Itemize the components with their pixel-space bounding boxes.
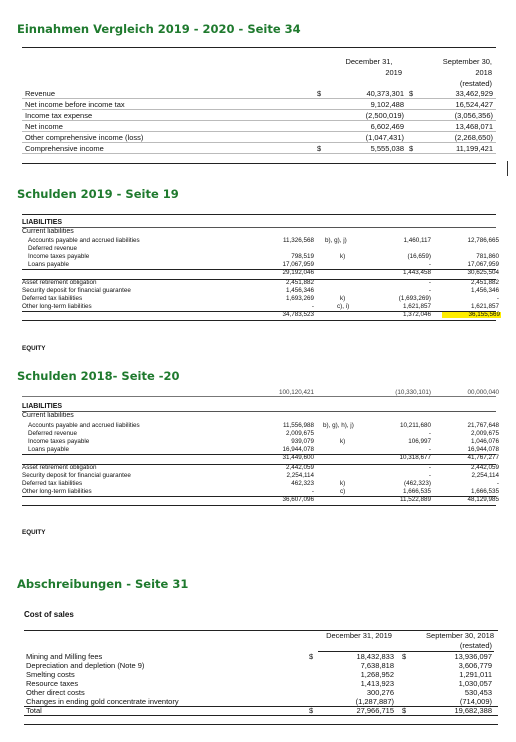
value-2018: 13,468,071 <box>455 122 493 131</box>
row-divider <box>24 706 498 707</box>
value-2018: 16,524,427 <box>455 100 493 109</box>
value-restated: 41,767,277 <box>467 454 499 461</box>
row-label: Income taxes payable <box>28 253 90 260</box>
header-restated: (restated) <box>459 641 492 650</box>
liabilities-heading: LIABILITIES <box>22 403 63 410</box>
cut-off-value: 100,120,421 <box>278 389 314 396</box>
row-divider <box>22 131 496 132</box>
row-label: Asset retirement obligation <box>22 464 97 471</box>
value-2018: (2,268,650) <box>454 133 493 142</box>
value-2019: (2,500,019) <box>365 111 404 120</box>
header-sep-2018-line3: (restated) <box>459 79 492 88</box>
section-title-liabilities-2018: Schulden 2018- Seite -20 <box>17 369 180 383</box>
note-ref: c) <box>340 488 346 495</box>
value-restated: - <box>496 480 499 487</box>
row-label: Security deposit for financial guarantee <box>22 472 131 479</box>
row-label: Comprehensive income <box>25 144 104 153</box>
table-bottom-rule <box>22 163 496 164</box>
header-sep-2018-line1: September 30, <box>442 57 492 66</box>
value-restated-highlighted: 36,155,569 <box>442 312 501 318</box>
value-adjustment: - <box>428 446 431 453</box>
row-divider <box>22 153 496 154</box>
value-adjustment: 1,621,857 <box>402 303 431 310</box>
value-as-reported: 2,451,882 <box>285 279 314 286</box>
row-divider <box>22 142 496 143</box>
value-adjustment: 10,211,680 <box>399 422 431 429</box>
equity-heading: EQUITY <box>22 345 46 352</box>
value-adjustment: - <box>428 430 431 437</box>
liabilities-heading: LIABILITIES <box>22 219 63 226</box>
value-2018: 530,453 <box>464 688 492 697</box>
value-restated: 781,860 <box>476 253 499 260</box>
section-title-liabilities-2019: Schulden 2019 - Seite 19 <box>17 187 179 201</box>
row-divider <box>22 411 496 412</box>
value-restated: 12,786,665 <box>467 237 499 244</box>
value-restated: 1,666,535 <box>470 488 499 495</box>
currency-symbol: $ <box>409 144 414 153</box>
value-adjustment: 1,372,046 <box>402 311 431 318</box>
table-top-rule <box>24 630 498 631</box>
value-adjustment: 106,997 <box>408 438 431 445</box>
currency-symbol: $ <box>402 652 407 661</box>
row-label: Net income before income tax <box>25 100 125 109</box>
row-label: Revenue <box>25 89 56 98</box>
row-label: Changes in ending gold concentrate inventory <box>26 697 179 706</box>
note-ref: k) <box>340 438 346 445</box>
value-as-reported: 11,326,568 <box>282 237 314 244</box>
row-label: Resource taxes <box>26 679 79 688</box>
note-ref: b), g), h), j) <box>323 422 354 429</box>
value-2019: 9,102,488 <box>370 100 404 109</box>
row-divider <box>22 227 496 228</box>
note-ref: b), g), j) <box>325 237 347 244</box>
value-as-reported: 34,783,523 <box>282 311 314 318</box>
value-2019: 6,602,469 <box>370 122 404 131</box>
value-as-reported: 29,192,046 <box>282 269 314 276</box>
section-title-depreciation: Abschreibungen - Seite 31 <box>17 577 189 591</box>
value-2018: (3,056,356) <box>454 111 493 120</box>
value-adjustment: (1,693,269) <box>398 295 431 302</box>
row-label: Deferred revenue <box>28 430 78 437</box>
row-label: Accounts payable and accrued liabilities <box>28 237 140 244</box>
note-ref: c), i) <box>337 303 350 310</box>
value-as-reported: 462,323 <box>291 480 314 487</box>
currency-symbol: $ <box>309 706 314 715</box>
value-as-reported: 939,079 <box>291 438 314 445</box>
table-top-rule <box>22 396 496 397</box>
row-label: Loans payable <box>28 261 69 268</box>
value-restated: 21,767,648 <box>467 422 499 429</box>
table-top-rule <box>22 214 496 215</box>
row-label: Income taxes payable <box>28 438 90 445</box>
row-label: Accounts payable and accrued liabilities <box>28 422 140 429</box>
header-dec-2019: December 31, 2019 <box>326 631 392 640</box>
header-sep-2018: September 30, 2018 <box>426 631 494 640</box>
value-adjustment: 1,460,117 <box>403 237 431 244</box>
row-divider <box>22 109 496 110</box>
currency-symbol: $ <box>317 89 322 98</box>
value-2019: (1,047,431) <box>365 133 404 142</box>
cost-of-sales-heading: Cost of sales <box>24 610 74 619</box>
subtotal-rule <box>24 715 498 716</box>
row-label: Asset retirement obligation <box>22 279 97 286</box>
currency-symbol: $ <box>309 652 314 661</box>
value-adjustment: 11,522,889 <box>399 496 431 503</box>
value-2018: 1,030,057 <box>458 679 492 688</box>
value-adjustment: 10,318,677 <box>399 454 431 461</box>
subtotal-rule <box>22 279 496 280</box>
value-2019: (1,287,887) <box>355 697 394 706</box>
row-label: Deferred tax liabilities <box>22 295 83 302</box>
value-2018: 11,199,421 <box>456 144 493 153</box>
value-2019: 5,555,038 <box>370 144 404 153</box>
value-2019: 1,268,952 <box>360 670 394 679</box>
value-2018: 3,606,779 <box>458 661 492 670</box>
value-as-reported: 31,449,600 <box>282 454 314 461</box>
header-underline <box>318 651 494 652</box>
subtotal-rule <box>22 464 496 465</box>
row-label: Security deposit for financial guarantee <box>22 287 131 294</box>
equity-heading-cut: EQUITY <box>22 529 46 536</box>
value-2018: 33,462,929 <box>455 89 493 98</box>
value-as-reported: 11,556,988 <box>282 422 314 429</box>
value-restated: 48,129,985 <box>467 496 499 503</box>
value-as-reported: 2,254,114 <box>286 472 314 479</box>
value-2019: 40,373,301 <box>366 89 404 98</box>
total-rule <box>24 724 498 725</box>
value-restated: 2,009,675 <box>470 430 499 437</box>
value-restated: 16,944,078 <box>467 446 499 453</box>
section-title-income-comparison: Einnahmen Vergleich 2019 - 2020 - Seite 34 <box>17 22 301 36</box>
row-label: Depreciation and depletion (Note 9) <box>26 661 145 670</box>
value-adjustment: (462,323) <box>404 480 431 487</box>
row-label: Mining and Milling fees <box>26 652 103 661</box>
value-as-reported: 798,519 <box>291 253 314 260</box>
subtotal-rule <box>22 269 496 270</box>
row-label: Income tax expense <box>25 111 93 120</box>
note-ref: k) <box>340 295 346 302</box>
value-restated: 1,456,346 <box>470 287 499 294</box>
total-rule <box>22 496 496 497</box>
current-liabilities-heading: Current liabilities <box>22 412 74 419</box>
row-divider <box>22 120 496 121</box>
row-label: Loans payable <box>28 446 69 453</box>
value-adjustment: - <box>428 472 431 479</box>
value-as-reported: 1,693,269 <box>285 295 314 302</box>
note-ref: k) <box>340 253 346 260</box>
cut-off-value: 00,000,040 <box>467 389 499 396</box>
row-label: Smelting costs <box>26 670 75 679</box>
current-liabilities-heading: Current liabilities <box>22 228 74 235</box>
value-2019: 18,432,833 <box>356 652 394 661</box>
value-2018: 19,682,388 <box>454 706 492 715</box>
value-as-reported: 36,607,096 <box>282 496 314 503</box>
value-adjustment: - <box>428 261 431 268</box>
total-rule <box>22 505 496 506</box>
table-top-rule <box>22 47 496 48</box>
value-2019: 300,276 <box>366 688 394 697</box>
value-2018: (714,009) <box>459 697 492 706</box>
value-restated: 1,621,857 <box>470 303 499 310</box>
value-2019: 27,966,715 <box>356 706 394 715</box>
value-adjustment: - <box>428 464 431 471</box>
text-cursor <box>507 161 508 176</box>
currency-symbol: $ <box>409 89 414 98</box>
value-2019: 1,413,923 <box>360 679 394 688</box>
value-as-reported: - <box>311 488 314 495</box>
value-as-reported: 1,456,346 <box>285 287 314 294</box>
total-rule <box>22 311 496 312</box>
value-as-reported: - <box>311 303 314 310</box>
value-as-reported: 2,442,059 <box>285 464 314 471</box>
row-divider <box>22 98 496 99</box>
value-restated: - <box>496 295 499 302</box>
row-label: Other comprehensive income (loss) <box>25 133 144 142</box>
value-adjustment: (16,659) <box>407 253 431 260</box>
row-label: Deferred tax liabilities <box>22 480 83 487</box>
header-dec-2019-line2: 2019 <box>385 68 402 77</box>
total-rule <box>22 320 496 321</box>
value-adjustment: - <box>428 287 431 294</box>
value-2018: 13,936,097 <box>454 652 492 661</box>
value-restated: 17,067,959 <box>467 261 499 268</box>
value-as-reported: 2,009,675 <box>285 430 314 437</box>
currency-symbol: $ <box>317 144 322 153</box>
row-label: Other long-term liabilities <box>22 303 92 310</box>
header-dec-2019-line1: December 31, <box>345 57 393 66</box>
value-adjustment: 1,443,458 <box>402 269 431 276</box>
value-restated: 1,046,076 <box>470 438 499 445</box>
row-label: Total <box>26 706 42 715</box>
header-sep-2018-line2: 2018 <box>475 68 492 77</box>
currency-symbol: $ <box>402 706 407 715</box>
value-restated: 2,254,114 <box>471 472 499 479</box>
value-adjustment: - <box>428 279 431 286</box>
value-restated: 2,442,059 <box>470 464 499 471</box>
cut-off-value: (10,330,101) <box>395 389 431 396</box>
row-label: Net income <box>25 122 63 131</box>
value-as-reported: 17,067,959 <box>282 261 314 268</box>
value-as-reported: 16,944,078 <box>282 446 314 453</box>
value-restated: 2,451,882 <box>470 279 499 286</box>
value-restated: 30,625,504 <box>467 269 499 276</box>
value-2018: 1,291,011 <box>459 670 492 679</box>
row-label: Deferred revenue <box>28 245 78 252</box>
row-label: Other long-term liabilities <box>22 488 92 495</box>
note-ref: k) <box>340 480 346 487</box>
value-adjustment: 1,666,535 <box>402 488 431 495</box>
value-2019: 7,638,818 <box>360 661 394 670</box>
row-label: Other direct costs <box>26 688 85 697</box>
subtotal-rule <box>22 454 496 455</box>
